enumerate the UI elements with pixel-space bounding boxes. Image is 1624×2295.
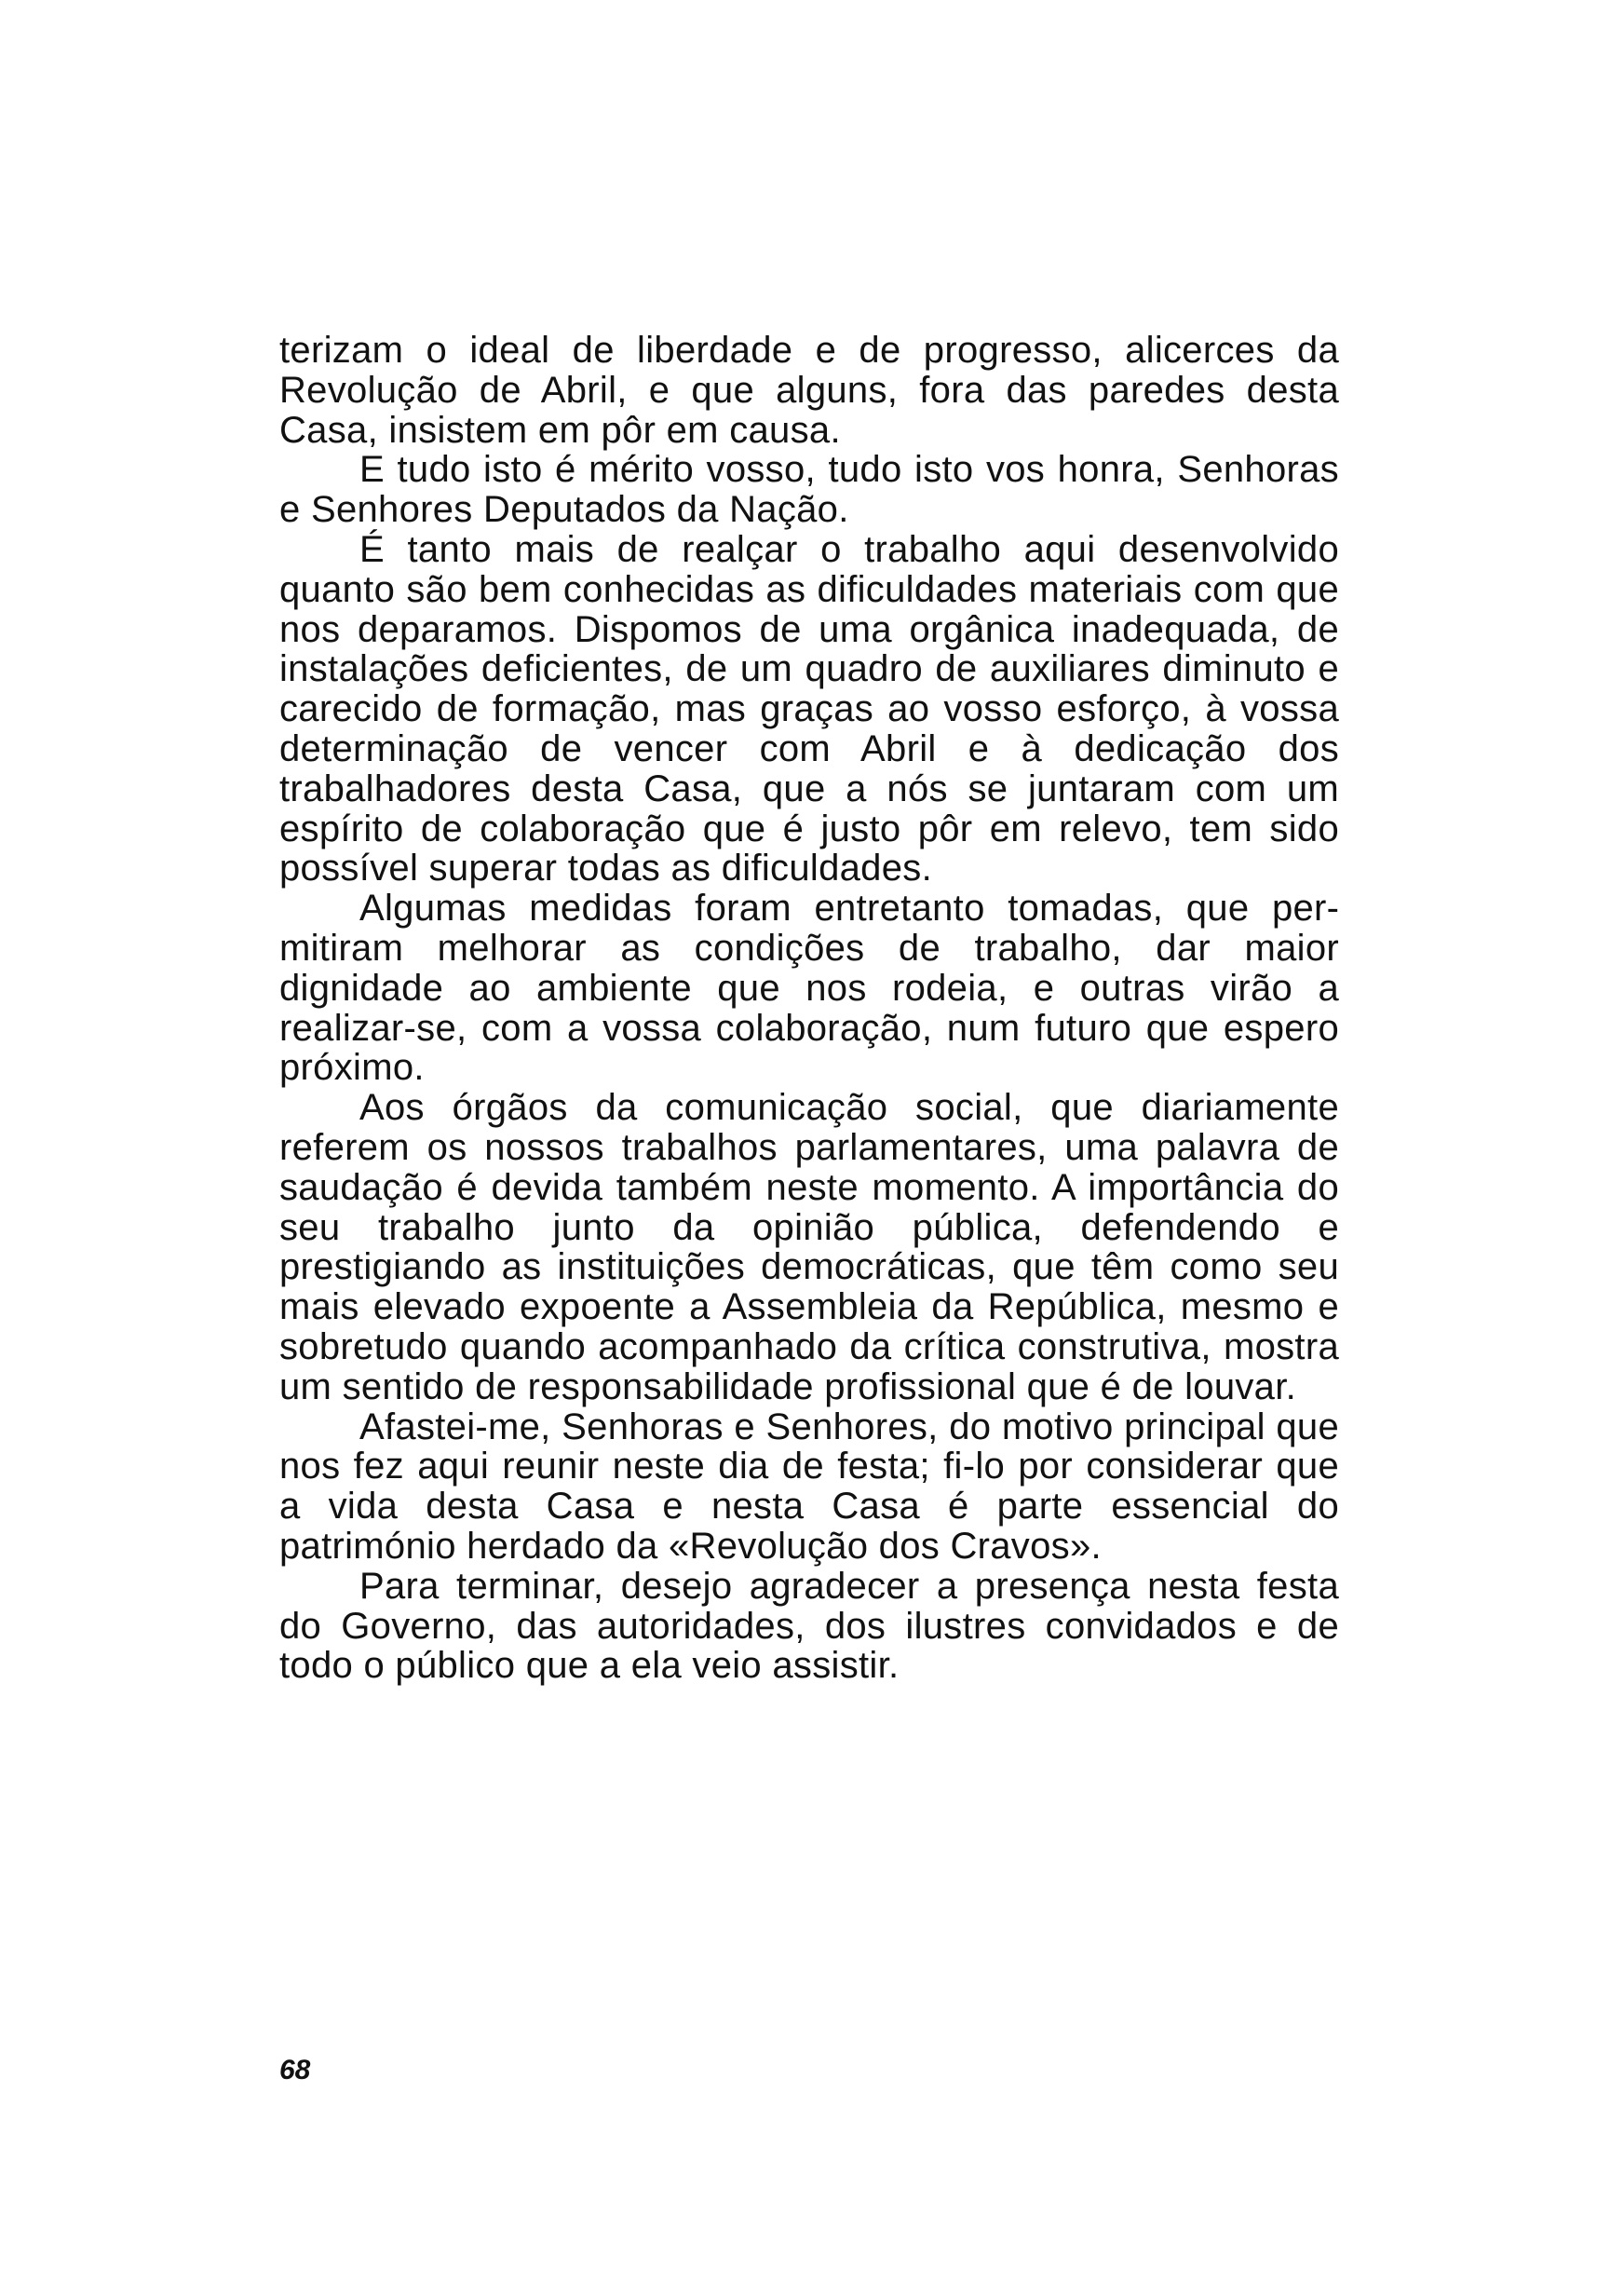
paragraph-2: E tudo isto é mérito vosso, tudo isto vos honra, Senhoras e Senhores Deputados da Nação. (279, 449, 1339, 531)
paragraph-1: terizam o ideal de liberdade e de progresso, alicerces da Revolução de Abril, e que alguns, fora das paredes desta Casa, insistem em pôr em causa. (279, 330, 1339, 451)
paragraph-7: Para terminar, desejo agradecer a presença nesta festa do Governo, das autoridades, dos ilustres convidados e de todo o público que a ela veio assistir. (279, 1565, 1339, 1687)
body-text (279, 331, 1339, 1686)
paragraph-3: É tanto mais de realçar o trabalho aqui desenvolvido quanto são bem conhecidas as dificuldades materiais com que nos deparamos. Dispomos de uma orgânica inadequada, de instalações deficientes, de um quadro de auxiliares diminuto e carecido de formação, mas graças ao vosso esforço, à vossa determinação de vencer com Abril e à dedicação dos trabalhadores desta Casa, que a nós se juntaram com um espírito de colaboração que é justo pôr em relevo, tem sido possível superar todas as dificuldades. (279, 528, 1339, 889)
paragraph-6: Afastei-me, Senhoras e Senhores, do motivo principal que nos fez aqui reunir neste dia de festa; fi-lo por considerar que a vida desta Casa e nesta Casa é parte essencial do património herdado da «Revolução dos Cravos». (279, 1406, 1339, 1567)
page-number: 68 (279, 2055, 311, 2085)
paragraph-5: Aos órgãos da comunicação social, que diariamente referem os nossos trabalhos parlamentares, uma palavra de saudação é devida também neste momento. A importância do seu trabalho junto da opinião pública, defendendo e prestigiando as instituições democráticas, que têm como seu mais elevado expoente a Assembleia da República, mesmo e sobretudo quando acompanhado da crítica construtiva, mostra um sentido de responsabilidade profissional que é de louvar. (279, 1087, 1339, 1407)
paragraph-4: Algumas medidas foram entretanto tomadas, que permitiram melhorar as condições de trabalho, dar maior dignidade ao ambiente que nos rodeia, e outras virão a realizar-se, com a vossa colaboração, num futuro que espero próximo. (279, 888, 1339, 1089)
